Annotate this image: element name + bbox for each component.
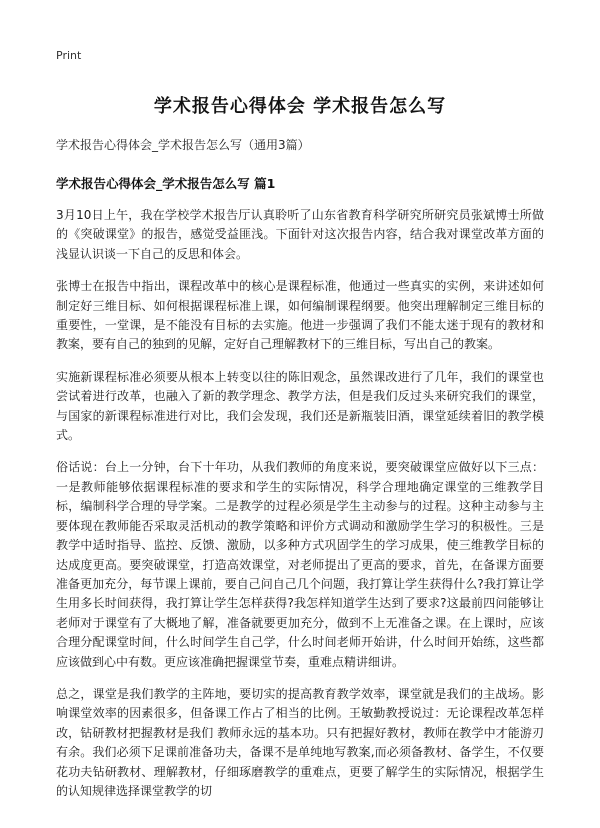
paragraph: 俗话说：台上一分钟，台下十年功，从我们教师的角度来说，要突破课堂应做好以下三点：一是教师能够依据课程标准的要求和学生的实际情况，科学合理地确定课堂的三维教学目标，编制科学合理的导学案。二是教学的过程必须是学生主动参与的过程。这种主动参与主要体现在教师能否采取灵活机动的教学策略和评价方式调动和激励学生学习的积极性。三是教学中适时指导、监控、反馈、激励，以多种方式巩固学生的学习成果，使三维教学目标的达成度更高。要突破课堂，打造高效课堂，对老师提出了更高的要求，首先，在备课方面要准备更加充分，每节课上课前，要自己问自己几个问题，我打算让学生获得什么?我打算让学生用多长时间获得，我打算让学生怎样获得?我怎样知道学生达到了要求?这最前四问能够让老师对于课堂有了大概地了解，准备就要更加充分，做到不上无准备之课。在上课时，应该合理分配课堂时间，什么时间学生自己学，什么时间老师开始讲，什么时间开始练，这些都应该做到心中有数。更应该准确把握课堂节奏，重难点精讲细讲。 [56, 460, 544, 669]
paragraph: 3月10日上午，我在学校学术报告厅认真聆听了山东省教育科学研究所研究员张斌博士所做的《突破课堂》的报告，感觉受益匪浅。下面针对这次报告内容，结合我对课堂改革方面的浅显认识谈一下自己的反思和体会。 [56, 208, 544, 261]
document-subtitle: 学术报告心得体会_学术报告怎么写（通用3篇） [56, 138, 310, 152]
document-body [56, 206, 544, 801]
paragraph: 张博士在报告中指出，课程改革中的核心是课程标准，他通过一些真实的实例，来讲述如何制定好三维目标、如何根据课程标准上课，如何编制课程纲要。他突出理解制定三维目标的重要性，一堂课，是不能没有目标的去实施。他进一步强调了我们不能太迷于现有的教材和教案，要有自己的独到的见解，定好自己理解教材下的三维目标，写出自己的教案。 [56, 279, 544, 352]
paragraph: 实施新课程标准必须要从根本上转变以往的陈旧观念，虽然课改进行了几年，我们的课堂也尝试着进行改革，也融入了新的教学理念、教学方法，但是我们反过头来研究我们的课堂，与国家的新课程标准进行对比，我们会发现，我们还是新瓶装旧酒，课堂延续着旧的教学模式。 [56, 369, 544, 443]
print-link[interactable]: Print [56, 49, 82, 62]
paragraph: 总之，课堂是我们教学的主阵地，要切实的提高教育教学效率，课堂就是我们的主战场。影响课堂效率的因素很多，但备课工作占了相当的比例。王敏勤教授说过：无论课程改革怎样改，钻研教材把握教材是我们 教师永远的基本功。只有把握好教材，教师在教学中才能游刃有余。我们必须下足课前准备功夫，备课不是单纯地写教案,而必须备教材、备学生，不仅要花功夫钻研教材、理解教材，仔细琢磨教学的重难点，更要了解学生的实际情况，根据学生的认知规律选择课堂教学的切 [56, 686, 544, 798]
document-title: 学术报告心得体会 学术报告怎么写 [153, 96, 447, 117]
section-heading: 学术报告心得体会_学术报告怎么写 篇1 [56, 176, 276, 191]
